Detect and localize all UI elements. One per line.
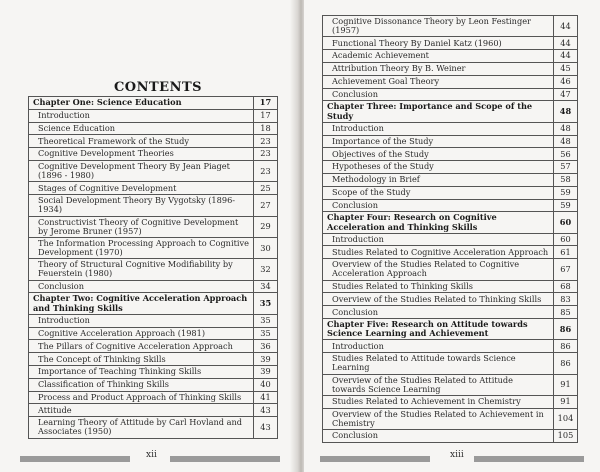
- toc-page-number: 86: [554, 319, 578, 340]
- toc-page-number: 57: [554, 161, 578, 174]
- toc-entry-row: [323, 135, 578, 148]
- toc-entry-row: [323, 173, 578, 186]
- toc-page-number: 18: [254, 122, 278, 135]
- toc-page-number: 104: [554, 408, 578, 429]
- toc-entry-row: [323, 374, 578, 395]
- toc-entry-title: Cognitive Acceleration Approach (1981): [29, 327, 254, 340]
- toc-entry-title: Chapter Five: Research on Attitude towards Science Learning and Achievement: [323, 319, 554, 340]
- toc-entry-row: [323, 148, 578, 161]
- toc-entry-row: [323, 430, 578, 443]
- toc-entry-row: [29, 391, 278, 404]
- toc-chapter-row: [323, 101, 578, 122]
- toc-entry-row: [29, 340, 278, 353]
- toc-entry-title: Constructivist Theory of Cognitive Development by Jerome Bruner (1957): [29, 216, 254, 237]
- toc-entry-row: [29, 259, 278, 280]
- toc-entry-row: [29, 182, 278, 195]
- toc-entry-title: Overview of the Studies Related to Thinking Skills: [323, 293, 554, 306]
- toc-page-number: 35: [254, 327, 278, 340]
- toc-entry-row: [29, 148, 278, 161]
- toc-entry-row: [323, 280, 578, 293]
- page-number-right: xiii: [450, 450, 464, 460]
- toc-entry-title: Studies Related to Thinking Skills: [323, 280, 554, 293]
- toc-entry-title: Achievement Goal Theory: [323, 75, 554, 88]
- toc-entry-row: [29, 280, 278, 293]
- contents-heading: CONTENTS: [113, 80, 203, 95]
- toc-entry-title: Chapter Four: Research on Cognitive Acceleration and Thinking Skills: [323, 212, 554, 233]
- footer-rule-right: [474, 456, 584, 462]
- toc-page-number: 85: [554, 306, 578, 319]
- toc-page-number: 61: [554, 246, 578, 259]
- toc-page-number: 68: [554, 280, 578, 293]
- toc-entry-row: [29, 195, 278, 216]
- toc-entry-title: Introduction: [29, 314, 254, 327]
- toc-entry-title: Stages of Cognitive Development: [29, 182, 254, 195]
- toc-entry-title: Overview of the Studies Related to Cognitive Acceleration Approach: [323, 259, 554, 280]
- toc-page-number: 60: [554, 233, 578, 246]
- toc-entry-row: [29, 417, 278, 438]
- toc-entry-row: [323, 233, 578, 246]
- toc-entry-row: [323, 62, 578, 75]
- toc-chapter-row: [323, 212, 578, 233]
- toc-entry-title: Theoretical Framework of the Study: [29, 135, 254, 148]
- toc-entry-title: Introduction: [29, 109, 254, 122]
- toc-entry-row: [323, 340, 578, 353]
- toc-entry-row: [29, 404, 278, 417]
- footer-rule-left: [20, 456, 130, 462]
- toc-entry-row: [323, 306, 578, 319]
- toc-entry-row: [323, 293, 578, 306]
- toc-page-number: 43: [254, 404, 278, 417]
- toc-page-number: 47: [554, 88, 578, 101]
- toc-entry-title: Importance of the Study: [323, 135, 554, 148]
- toc-entry-title: Science Education: [29, 122, 254, 135]
- toc-chapter-row: [29, 97, 278, 110]
- toc-page-number: 27: [254, 195, 278, 216]
- toc-entry-row: [323, 37, 578, 50]
- toc-entry-title: Social Development Theory By Vygotsky (1896- 1934): [29, 195, 254, 216]
- toc-page-number: 48: [554, 135, 578, 148]
- toc-entry-title: Chapter Two: Cognitive Acceleration Approach and Thinking Skills: [29, 293, 254, 314]
- toc-entry-title: Studies Related to Attitude towards Science Learning: [323, 353, 554, 374]
- toc-entry-row: [29, 216, 278, 237]
- toc-entry-row: [323, 246, 578, 259]
- toc-page-number: 44: [554, 37, 578, 50]
- toc-page-number: 23: [254, 148, 278, 161]
- toc-entry-title: Conclusion: [323, 88, 554, 101]
- toc-page-number: 56: [554, 148, 578, 161]
- toc-table-left: [28, 96, 278, 439]
- toc-page-number: 58: [554, 173, 578, 186]
- right-page: [304, 0, 600, 472]
- toc-page-number: 40: [254, 378, 278, 391]
- toc-page-number: 91: [554, 374, 578, 395]
- toc-entry-title: Attitude: [29, 404, 254, 417]
- page-number-left: xii: [146, 450, 157, 460]
- toc-entry-title: Cognitive Dissonance Theory by Leon Festinger (1957): [323, 16, 554, 37]
- toc-page-number: 23: [254, 135, 278, 148]
- toc-page-number: 35: [254, 293, 278, 314]
- toc-page-number: 91: [554, 395, 578, 408]
- toc-page-number: 86: [554, 353, 578, 374]
- toc-entry-row: [323, 259, 578, 280]
- toc-page-number: 105: [554, 430, 578, 443]
- toc-entry-row: [29, 135, 278, 148]
- toc-entry-title: Overview of the Studies Related to Attitude towards Science Learning: [323, 374, 554, 395]
- toc-entry-title: Overview of the Studies Related to Achievement in Chemistry: [323, 408, 554, 429]
- toc-entry-title: Introduction: [323, 340, 554, 353]
- toc-entry-title: Cognitive Development Theories: [29, 148, 254, 161]
- toc-page-number: 35: [254, 314, 278, 327]
- toc-page-number: 59: [554, 199, 578, 212]
- toc-page-number: 67: [554, 259, 578, 280]
- toc-entry-title: Academic Achievement: [323, 50, 554, 63]
- toc-entry-row: [29, 353, 278, 366]
- toc-entry-title: The Concept of Thinking Skills: [29, 353, 254, 366]
- toc-entry-row: [29, 378, 278, 391]
- toc-entry-title: The Pillars of Cognitive Acceleration Approach: [29, 340, 254, 353]
- toc-page-number: 36: [254, 340, 278, 353]
- toc-entry-row: [323, 75, 578, 88]
- toc-entry-row: [29, 366, 278, 379]
- toc-page-number: 25: [254, 182, 278, 195]
- toc-entry-row: [29, 314, 278, 327]
- toc-page-number: 46: [554, 75, 578, 88]
- toc-entry-row: [323, 408, 578, 429]
- toc-chapter-row: [323, 319, 578, 340]
- toc-entry-row: [29, 160, 278, 181]
- toc-entry-row: [323, 353, 578, 374]
- toc-entry-row: [323, 186, 578, 199]
- toc-table-right: [322, 15, 578, 443]
- toc-entry-title: Conclusion: [29, 280, 254, 293]
- toc-page-number: 23: [254, 160, 278, 181]
- toc-entry-row: [29, 122, 278, 135]
- footer-rule-left: [320, 456, 430, 462]
- toc-entry-row: [323, 161, 578, 174]
- toc-entry-row: [29, 327, 278, 340]
- toc-entry-title: Studies Related to Achievement in Chemistry: [323, 395, 554, 408]
- toc-page-number: 48: [554, 101, 578, 122]
- toc-page-number: 59: [554, 186, 578, 199]
- toc-entry-title: Theory of Structural Cognitive Modifiability by Feuerstein (1980): [29, 259, 254, 280]
- toc-entry-title: Methodology in Brief: [323, 173, 554, 186]
- toc-entry-title: Objectives of the Study: [323, 148, 554, 161]
- toc-entry-row: [323, 395, 578, 408]
- toc-chapter-row: [29, 293, 278, 314]
- toc-entry-title: Process and Product Approach of Thinking Skills: [29, 391, 254, 404]
- toc-page-number: 29: [254, 216, 278, 237]
- toc-page-number: 17: [254, 97, 278, 110]
- toc-page-number: 60: [554, 212, 578, 233]
- toc-entry-row: [29, 237, 278, 258]
- toc-entry-title: Conclusion: [323, 306, 554, 319]
- toc-page-number: 17: [254, 109, 278, 122]
- toc-entry-title: Cognitive Development Theory By Jean Piaget (1896 - 1980): [29, 160, 254, 181]
- toc-entry-title: Chapter Three: Importance and Scope of the Study: [323, 101, 554, 122]
- footer-rule-right: [170, 456, 280, 462]
- toc-entry-title: Learning Theory of Attitude by Carl Hovland and Associates (1950): [29, 417, 254, 438]
- toc-page-number: 48: [554, 122, 578, 135]
- toc-entry-title: Chapter One: Science Education: [29, 97, 254, 110]
- toc-page-number: 45: [554, 62, 578, 75]
- toc-entry-row: [323, 50, 578, 63]
- toc-entry-row: [323, 88, 578, 101]
- toc-page-number: 39: [254, 366, 278, 379]
- toc-entry-title: Attribution Theory By B. Weiner: [323, 62, 554, 75]
- toc-entry-title: Conclusion: [323, 199, 554, 212]
- toc-page-number: 43: [254, 417, 278, 438]
- toc-page-number: 44: [554, 50, 578, 63]
- toc-entry-row: [323, 199, 578, 212]
- left-page: [0, 0, 296, 472]
- toc-page-number: 86: [554, 340, 578, 353]
- toc-page-number: 32: [254, 259, 278, 280]
- toc-entry-title: The Information Processing Approach to Cognitive Development (1970): [29, 237, 254, 258]
- toc-page-number: 41: [254, 391, 278, 404]
- toc-entry-title: Importance of Teaching Thinking Skills: [29, 366, 254, 379]
- toc-entry-title: Hypotheses of the Study: [323, 161, 554, 174]
- toc-entry-title: Functional Theory By Daniel Katz (1960): [323, 37, 554, 50]
- toc-entry-row: [29, 109, 278, 122]
- toc-entry-title: Scope of the Study: [323, 186, 554, 199]
- toc-page-number: 83: [554, 293, 578, 306]
- toc-entry-title: Introduction: [323, 122, 554, 135]
- toc-entry-title: Conclusion: [323, 430, 554, 443]
- toc-entry-row: [323, 122, 578, 135]
- toc-entry-title: Classification of Thinking Skills: [29, 378, 254, 391]
- toc-entry-title: Studies Related to Cognitive Acceleration Approach: [323, 246, 554, 259]
- toc-page-number: 34: [254, 280, 278, 293]
- toc-page-number: 44: [554, 16, 578, 37]
- toc-entry-row: [323, 16, 578, 37]
- toc-page-number: 39: [254, 353, 278, 366]
- toc-page-number: 30: [254, 237, 278, 258]
- toc-entry-title: Introduction: [323, 233, 554, 246]
